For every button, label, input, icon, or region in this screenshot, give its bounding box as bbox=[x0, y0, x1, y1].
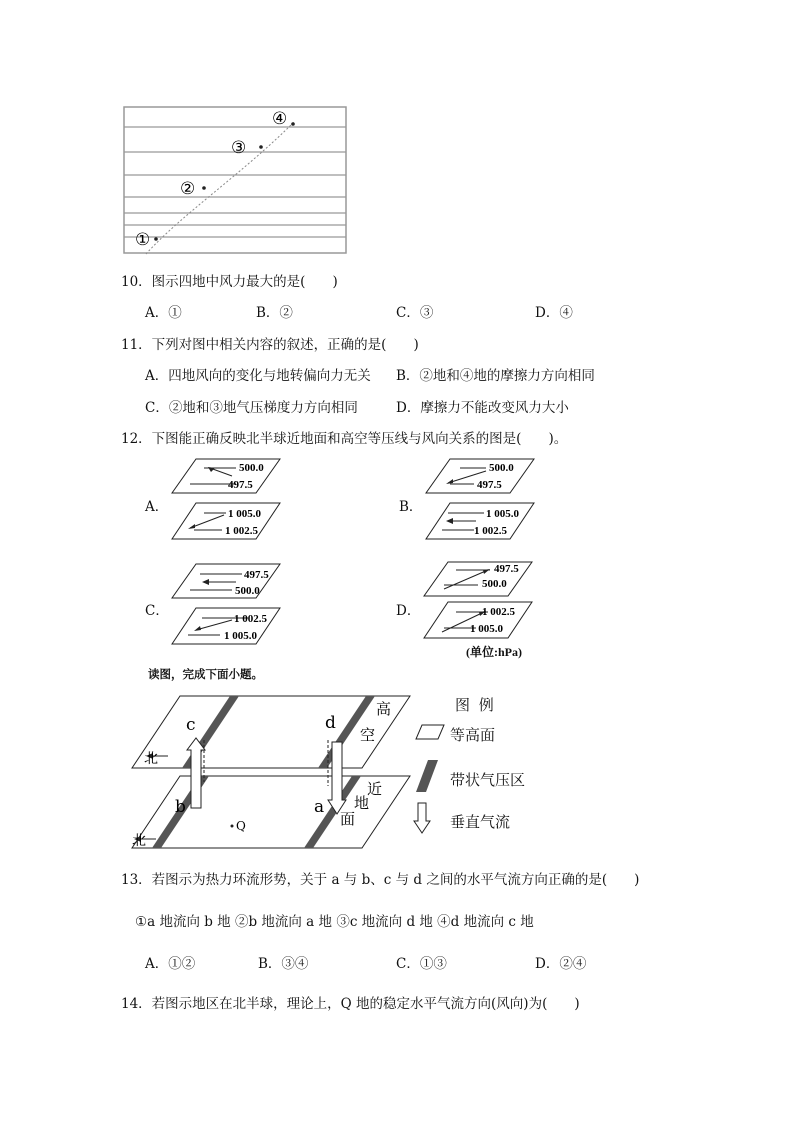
q13-choices: ①a 地流向 b 地 ②b 地流向 a 地 ③c 地流向 d 地 ④d 地流向 c 地 bbox=[135, 914, 534, 930]
q11-option-c[interactable]: C．②地和③地气压梯度力方向相同 bbox=[145, 400, 358, 416]
svg-text:500.0: 500.0 bbox=[482, 578, 507, 590]
legend-vertical-flow-label: 垂直气流 bbox=[450, 813, 511, 831]
q10-option-a[interactable]: A．① bbox=[145, 305, 182, 321]
legend-pressure-belt-label: 带状气压区 bbox=[450, 771, 526, 789]
q13-stem: 13．若图示为热力环流形势，关于 a 与 b、c 与 d 之间的水平气流方向正确的是( ) bbox=[121, 872, 640, 888]
point-4-label: ④ bbox=[272, 109, 288, 129]
label-jin: 近 bbox=[367, 780, 383, 798]
label-gao: 高 bbox=[376, 700, 392, 718]
q12-panel-c bbox=[170, 560, 286, 660]
q12-option-a[interactable]: A． bbox=[145, 499, 169, 515]
svg-text:1 005.0: 1 005.0 bbox=[228, 508, 261, 520]
point-3-label: ③ bbox=[231, 138, 247, 158]
q11-option-a[interactable]: A．四地风向的变化与地转偏向力无关 bbox=[145, 368, 371, 384]
q10-option-b[interactable]: B．② bbox=[256, 305, 293, 321]
svg-text:1 005.0: 1 005.0 bbox=[224, 630, 257, 642]
label-north-lower: 北 bbox=[132, 833, 146, 849]
svg-text:1 002.5: 1 002.5 bbox=[482, 606, 515, 618]
svg-text:497.5: 497.5 bbox=[228, 479, 253, 491]
legend-isosurface-label: 等高面 bbox=[450, 726, 496, 744]
q13-option-b[interactable]: B．③④ bbox=[258, 956, 309, 972]
isobar-figure bbox=[122, 104, 350, 256]
label-d: d bbox=[325, 713, 336, 733]
svg-text:497.5: 497.5 bbox=[244, 569, 269, 581]
svg-text:1 005.0: 1 005.0 bbox=[486, 508, 519, 520]
q12-stem: 12．下图能正确反映北半球近地面和高空等压线与风向关系的图是( )。 bbox=[121, 431, 568, 447]
svg-text:1 002.5: 1 002.5 bbox=[225, 525, 258, 537]
legend-vertical-flow-icon bbox=[412, 801, 432, 835]
q12-option-c[interactable]: C． bbox=[145, 603, 169, 619]
label-kong: 空 bbox=[360, 726, 376, 744]
label-a: a bbox=[314, 797, 325, 817]
thermal-circulation-figure bbox=[120, 690, 420, 855]
q12-panel-b bbox=[424, 455, 540, 555]
svg-text:500.0: 500.0 bbox=[239, 462, 264, 474]
label-b: b bbox=[175, 797, 186, 817]
svg-text:500.0: 500.0 bbox=[235, 585, 260, 597]
label-di: 地 bbox=[354, 794, 370, 812]
q10-option-d[interactable]: D．④ bbox=[535, 305, 573, 321]
label-north-upper: 北 bbox=[144, 751, 158, 767]
q14-stem: 14．若图示地区在北半球，理论上，Q 地的稳定水平气流方向(风向)为( ) bbox=[121, 996, 580, 1012]
wind-path-curve bbox=[146, 122, 294, 254]
svg-text:500.0: 500.0 bbox=[489, 462, 514, 474]
svg-text:497.5: 497.5 bbox=[494, 563, 519, 575]
label-c: c bbox=[186, 715, 196, 735]
reading-instruction: 读图，完成下面小题。 bbox=[148, 667, 263, 681]
svg-text:1 005.0: 1 005.0 bbox=[470, 623, 503, 635]
q13-option-c[interactable]: C．①③ bbox=[396, 956, 447, 972]
legend-pressure-belt-icon bbox=[414, 758, 440, 794]
q11-option-b[interactable]: B．②地和④地的摩擦力方向相同 bbox=[396, 368, 595, 384]
legend-title: 图 例 bbox=[455, 696, 496, 714]
label-mian: 面 bbox=[340, 810, 356, 828]
svg-text:1 002.5: 1 002.5 bbox=[474, 525, 507, 537]
point-1-label: ① bbox=[135, 230, 151, 250]
q10-stem: 10．图示四地中风力最大的是( ) bbox=[121, 274, 338, 290]
q12-option-d[interactable]: D． bbox=[396, 603, 421, 619]
q10-option-c[interactable]: C．③ bbox=[396, 305, 434, 321]
svg-text:1 002.5: 1 002.5 bbox=[234, 613, 267, 625]
pressure-unit: (单位:hPa) bbox=[466, 645, 522, 659]
q11-option-d[interactable]: D．摩擦力不能改变风力大小 bbox=[396, 400, 569, 416]
q12-option-b[interactable]: B． bbox=[399, 499, 423, 515]
q13-option-d[interactable]: D．②④ bbox=[535, 956, 587, 972]
q13-option-a[interactable]: A．①② bbox=[145, 956, 196, 972]
svg-text:497.5: 497.5 bbox=[477, 479, 502, 491]
q11-stem: 11．下列对图中相关内容的叙述，正确的是( ) bbox=[121, 337, 419, 353]
label-q: Q bbox=[236, 819, 246, 833]
legend-isosurface-icon bbox=[414, 723, 446, 741]
point-2-label: ② bbox=[180, 179, 196, 199]
q12-panel-a bbox=[170, 455, 286, 555]
